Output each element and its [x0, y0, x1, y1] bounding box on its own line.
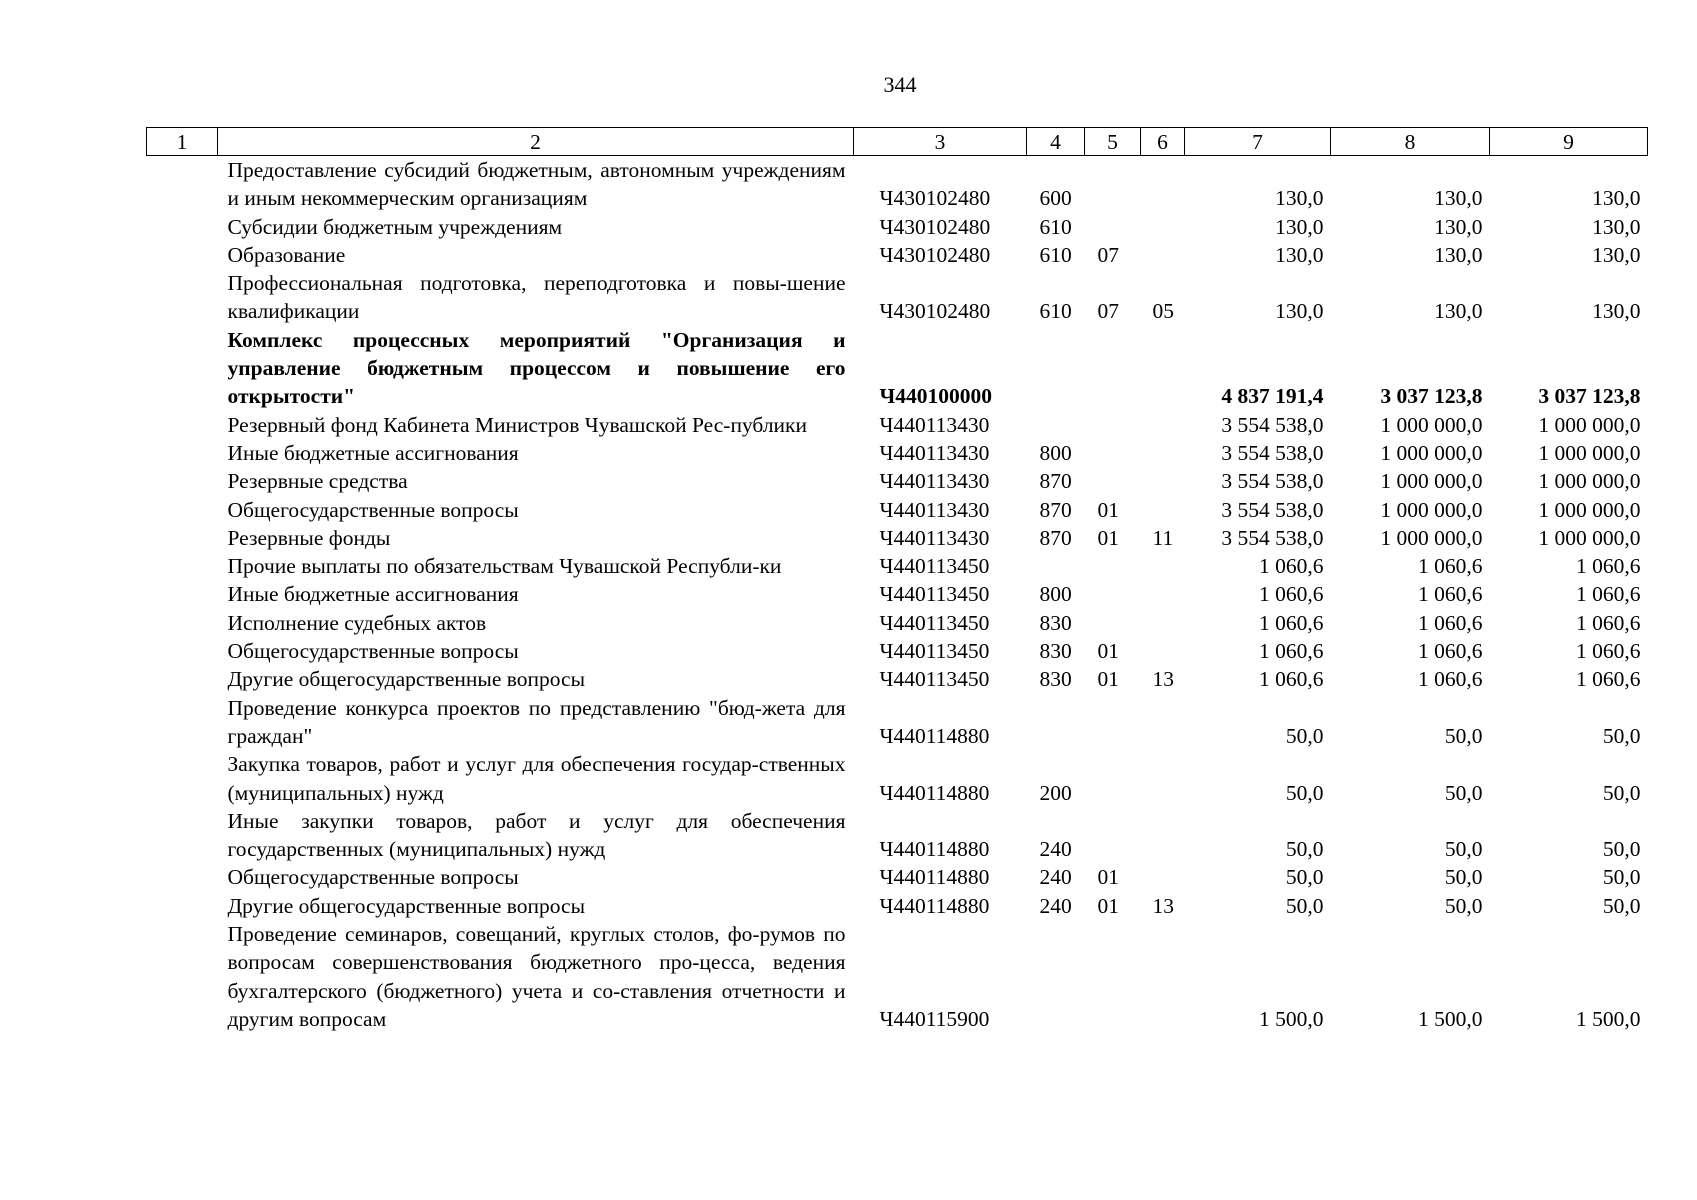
table-row [147, 156, 1648, 213]
row-amount-col9: 130,0 [1592, 242, 1641, 267]
row-code: Ч430102480 [879, 186, 991, 211]
row-section: 01 [1097, 667, 1119, 692]
row-subsection: 05 [1152, 299, 1174, 324]
row-code: Ч440113430 [879, 497, 990, 522]
row-amount-col7: 1 060,6 [1259, 554, 1324, 579]
row-amount-col8: 1 060,6 [1418, 554, 1483, 579]
row-description: Другие общегосударственные вопросы [227, 893, 586, 918]
row-index-cell [147, 892, 218, 920]
row-amount-col8: 1 060,6 [1418, 582, 1483, 607]
row-description: Другие общегосударственные вопросы [227, 667, 586, 692]
row-code: Ч440113450 [879, 667, 990, 692]
row-index-cell [147, 269, 218, 326]
row-amount-col7: 3 554 538,0 [1221, 469, 1324, 494]
row-section [1085, 580, 1141, 608]
table-row [147, 467, 1648, 495]
row-subsection [1141, 580, 1185, 608]
row-expense-type: 610 [1039, 214, 1072, 239]
table-row [147, 213, 1648, 241]
row-amount-col7: 1 060,6 [1259, 610, 1324, 635]
row-section: 01 [1097, 525, 1119, 550]
row-code: Ч430102480 [879, 242, 991, 267]
row-amount-col9: 1 000 000,0 [1538, 440, 1641, 465]
row-amount-col7: 50,0 [1285, 780, 1324, 805]
table-row [147, 892, 1648, 920]
row-index-cell [147, 467, 218, 495]
row-description: Проведение семинаров, совещаний, круглых столов, фо-румов по вопросам совершенствования бюджетного про-цесса, ведения бухгалтерского (бюджетного) учета и со-ставления отчетности и другим вопросам [227, 922, 846, 1031]
row-amount-col8: 50,0 [1444, 780, 1483, 805]
row-description: Иные закупки товаров, работ и услуг для обеспечения государственных (муниципальных) нужд [227, 808, 846, 862]
row-amount-col7: 50,0 [1285, 723, 1324, 748]
row-index-cell [147, 665, 218, 693]
row-amount-col7: 3 554 538,0 [1221, 525, 1324, 550]
row-subsection [1141, 213, 1185, 241]
row-amount-col9: 130,0 [1592, 186, 1641, 211]
row-expense-type: 240 [1039, 837, 1072, 862]
table-row [147, 326, 1648, 411]
row-amount-col8: 130,0 [1434, 214, 1483, 239]
row-amount-col9: 50,0 [1602, 780, 1641, 805]
table-row [147, 524, 1648, 552]
row-section: 07 [1097, 299, 1119, 324]
row-expense-type: 240 [1039, 893, 1072, 918]
row-section [1085, 552, 1141, 580]
row-expense-type [1027, 552, 1085, 580]
row-amount-col9: 1 060,6 [1576, 639, 1641, 664]
col-header: 9 [1490, 128, 1648, 156]
row-amount-col8: 50,0 [1444, 893, 1483, 918]
row-amount-col7: 1 060,6 [1259, 667, 1324, 692]
row-description: Субсидии бюджетным учреждениям [227, 214, 563, 239]
row-amount-col9: 1 000 000,0 [1538, 469, 1641, 494]
row-index-cell [147, 580, 218, 608]
row-expense-type [1027, 411, 1085, 439]
row-amount-col9: 130,0 [1592, 214, 1641, 239]
row-expense-type [1027, 326, 1085, 411]
row-amount-col8: 130,0 [1434, 186, 1483, 211]
row-index-cell [147, 496, 218, 524]
row-amount-col7: 130,0 [1275, 242, 1324, 267]
row-amount-col8: 1 060,6 [1418, 639, 1483, 664]
row-description: Образование [227, 242, 346, 267]
row-expense-type [1027, 920, 1085, 1033]
row-expense-type: 240 [1039, 865, 1072, 890]
col-header: 1 [147, 128, 218, 156]
row-subsection [1141, 694, 1185, 751]
row-index-cell [147, 552, 218, 580]
row-amount-col9: 50,0 [1602, 837, 1641, 862]
table-row [147, 552, 1648, 580]
row-amount-col9: 1 000 000,0 [1538, 525, 1641, 550]
row-code: Ч440113430 [879, 469, 990, 494]
row-expense-type: 610 [1039, 299, 1072, 324]
row-description: Предоставление субсидий бюджетным, автономным учреждениям и иным некоммерческим организациям [227, 158, 846, 211]
row-subsection [1141, 241, 1185, 269]
row-amount-col8: 1 000 000,0 [1380, 497, 1483, 522]
page-number: 344 [883, 72, 917, 97]
row-amount-col8: 1 000 000,0 [1380, 525, 1483, 550]
row-section [1085, 156, 1141, 213]
row-subsection [1141, 411, 1185, 439]
row-index-cell [147, 524, 218, 552]
table-row [147, 863, 1648, 891]
row-amount-col7: 3 554 538,0 [1221, 440, 1324, 465]
row-expense-type [1027, 694, 1085, 751]
row-section: 01 [1097, 497, 1119, 522]
row-amount-col8: 1 000 000,0 [1380, 440, 1483, 465]
table-row [147, 411, 1648, 439]
row-section [1085, 807, 1141, 864]
row-section: 01 [1097, 639, 1119, 664]
row-section: 07 [1097, 242, 1119, 267]
row-description: Общегосударственные вопросы [227, 497, 519, 522]
row-code: Ч440114880 [879, 893, 990, 918]
col-header: 3 [854, 128, 1027, 156]
row-amount-col9: 50,0 [1602, 723, 1641, 748]
row-index-cell [147, 807, 218, 864]
row-index-cell [147, 863, 218, 891]
row-expense-type: 870 [1039, 525, 1072, 550]
table-row [147, 609, 1648, 637]
row-code: Ч430102480 [879, 214, 991, 239]
row-section [1085, 411, 1141, 439]
row-code: Ч440113430 [879, 412, 990, 437]
row-index-cell [147, 750, 218, 807]
row-amount-col7: 1 500,0 [1259, 1006, 1324, 1031]
row-index-cell [147, 326, 218, 411]
col-header: 5 [1085, 128, 1141, 156]
row-amount-col9: 50,0 [1602, 893, 1641, 918]
row-expense-type: 830 [1039, 610, 1072, 635]
row-index-cell [147, 241, 218, 269]
row-amount-col9: 1 060,6 [1576, 554, 1641, 579]
row-section [1085, 439, 1141, 467]
row-expense-type: 200 [1039, 780, 1072, 805]
row-description: Комплекс процессных мероприятий "Организация и управление бюджетным процессом и повышение его открытости" [227, 327, 846, 409]
row-amount-col7: 1 060,6 [1259, 582, 1324, 607]
table-row [147, 580, 1648, 608]
row-subsection [1141, 609, 1185, 637]
table-row [147, 665, 1648, 693]
table-row [147, 241, 1648, 269]
row-amount-col7: 130,0 [1275, 299, 1324, 324]
row-subsection: 13 [1152, 667, 1174, 692]
col-header: 2 [218, 128, 854, 156]
row-expense-type: 870 [1039, 469, 1072, 494]
row-amount-col7: 1 060,6 [1259, 639, 1324, 664]
row-amount-col8: 1 000 000,0 [1380, 412, 1483, 437]
table-body [147, 156, 1648, 1034]
table-row [147, 920, 1648, 1033]
row-code: Ч440114880 [879, 865, 990, 890]
row-description: Общегосударственные вопросы [227, 639, 519, 664]
row-amount-col9: 1 000 000,0 [1538, 412, 1641, 437]
row-index-cell [147, 213, 218, 241]
row-code: Ч440113430 [879, 440, 990, 465]
row-subsection [1141, 920, 1185, 1033]
row-section [1085, 694, 1141, 751]
row-amount-col8: 1 000 000,0 [1380, 469, 1483, 494]
row-amount-col7: 50,0 [1285, 837, 1324, 862]
row-amount-col8: 1 500,0 [1418, 1006, 1483, 1031]
row-description: Закупка товаров, работ и услуг для обеспечения государ-ственных (муниципальных) нужд [227, 752, 846, 805]
row-subsection [1141, 750, 1185, 807]
row-section: 01 [1097, 865, 1119, 890]
row-description: Проведение конкурса проектов по представлению "бюд-жета для граждан" [227, 695, 846, 748]
row-amount-col8: 3 037 123,8 [1380, 384, 1483, 409]
row-expense-type: 800 [1039, 440, 1072, 465]
row-expense-type: 830 [1039, 639, 1072, 664]
row-expense-type: 600 [1039, 186, 1072, 211]
row-code: Ч440114880 [879, 723, 990, 748]
row-index-cell [147, 694, 218, 751]
row-code: Ч440113450 [879, 610, 990, 635]
row-expense-type: 800 [1039, 582, 1072, 607]
row-amount-col8: 50,0 [1444, 723, 1483, 748]
row-amount-col9: 1 060,6 [1576, 582, 1641, 607]
row-section: 01 [1097, 893, 1119, 918]
row-subsection: 11 [1152, 525, 1174, 550]
row-index-cell [147, 411, 218, 439]
row-amount-col7: 50,0 [1285, 865, 1324, 890]
row-subsection [1141, 863, 1185, 891]
row-subsection [1141, 467, 1185, 495]
table-row [147, 269, 1648, 326]
row-code: Ч440114880 [879, 837, 990, 862]
row-section [1085, 609, 1141, 637]
row-amount-col8: 130,0 [1434, 299, 1483, 324]
col-header: 7 [1185, 128, 1331, 156]
row-amount-col9: 50,0 [1602, 865, 1641, 890]
table-row [147, 750, 1648, 807]
row-amount-col7: 50,0 [1285, 893, 1324, 918]
row-amount-col8: 50,0 [1444, 865, 1483, 890]
row-amount-col7: 4 837 191,4 [1221, 384, 1324, 409]
table-row [147, 637, 1648, 665]
row-expense-type: 610 [1039, 242, 1072, 267]
row-amount-col7: 130,0 [1275, 186, 1324, 211]
row-code: Ч440113450 [879, 554, 990, 579]
row-amount-col8: 130,0 [1434, 242, 1483, 267]
row-description: Резервные фонды [227, 525, 391, 550]
row-amount-col9: 1 000 000,0 [1538, 497, 1641, 522]
row-amount-col8: 1 060,6 [1418, 610, 1483, 635]
row-code: Ч440113450 [879, 582, 990, 607]
col-header: 4 [1027, 128, 1085, 156]
row-amount-col7: 3 554 538,0 [1221, 412, 1324, 437]
row-expense-type: 830 [1039, 667, 1072, 692]
row-code: Ч440100000 [879, 384, 993, 409]
row-subsection [1141, 439, 1185, 467]
row-description: Резервный фонд Кабинета Министров Чувашской Рес-публики [227, 412, 808, 437]
row-code: Ч440114880 [879, 780, 990, 805]
row-description: Исполнение судебных актов [227, 610, 487, 635]
row-code: Ч440113450 [879, 639, 990, 664]
row-amount-col8: 1 060,6 [1418, 667, 1483, 692]
col-header: 6 [1141, 128, 1185, 156]
row-subsection [1141, 552, 1185, 580]
row-section [1085, 326, 1141, 411]
row-description: Профессиональная подготовка, переподготовка и повы-шение квалификации [227, 271, 846, 324]
row-amount-col8: 50,0 [1444, 837, 1483, 862]
table-row [147, 694, 1648, 751]
row-section [1085, 213, 1141, 241]
row-code: Ч440113430 [879, 525, 990, 550]
table-row [147, 807, 1648, 864]
row-description: Иные бюджетные ассигнования [227, 582, 519, 607]
row-amount-col9: 1 060,6 [1576, 667, 1641, 692]
column-number-header [147, 128, 1648, 156]
row-subsection: 13 [1152, 893, 1174, 918]
row-section [1085, 467, 1141, 495]
row-amount-col7: 3 554 538,0 [1221, 497, 1324, 522]
row-index-cell [147, 439, 218, 467]
budget-table [146, 127, 1648, 1033]
table-row [147, 439, 1648, 467]
row-index-cell [147, 920, 218, 1033]
row-amount-col7: 130,0 [1275, 214, 1324, 239]
row-amount-col9: 130,0 [1592, 299, 1641, 324]
row-description: Общегосударственные вопросы [227, 865, 519, 890]
table-row [147, 496, 1648, 524]
row-index-cell [147, 156, 218, 213]
row-index-cell [147, 609, 218, 637]
row-subsection [1141, 156, 1185, 213]
col-header: 8 [1331, 128, 1490, 156]
row-subsection [1141, 326, 1185, 411]
row-expense-type: 870 [1039, 497, 1072, 522]
row-subsection [1141, 807, 1185, 864]
row-amount-col9: 1 060,6 [1576, 610, 1641, 635]
row-code: Ч430102480 [879, 299, 991, 324]
row-description: Резервные средства [227, 469, 408, 494]
row-subsection [1141, 637, 1185, 665]
row-section [1085, 920, 1141, 1033]
row-section [1085, 750, 1141, 807]
row-amount-col9: 3 037 123,8 [1538, 384, 1641, 409]
row-subsection [1141, 496, 1185, 524]
row-index-cell [147, 637, 218, 665]
row-amount-col9: 1 500,0 [1576, 1006, 1641, 1031]
row-description: Иные бюджетные ассигнования [227, 440, 519, 465]
row-code: Ч440115900 [879, 1006, 990, 1031]
row-description: Прочие выплаты по обязательствам Чувашской Республи-ки [227, 554, 782, 579]
